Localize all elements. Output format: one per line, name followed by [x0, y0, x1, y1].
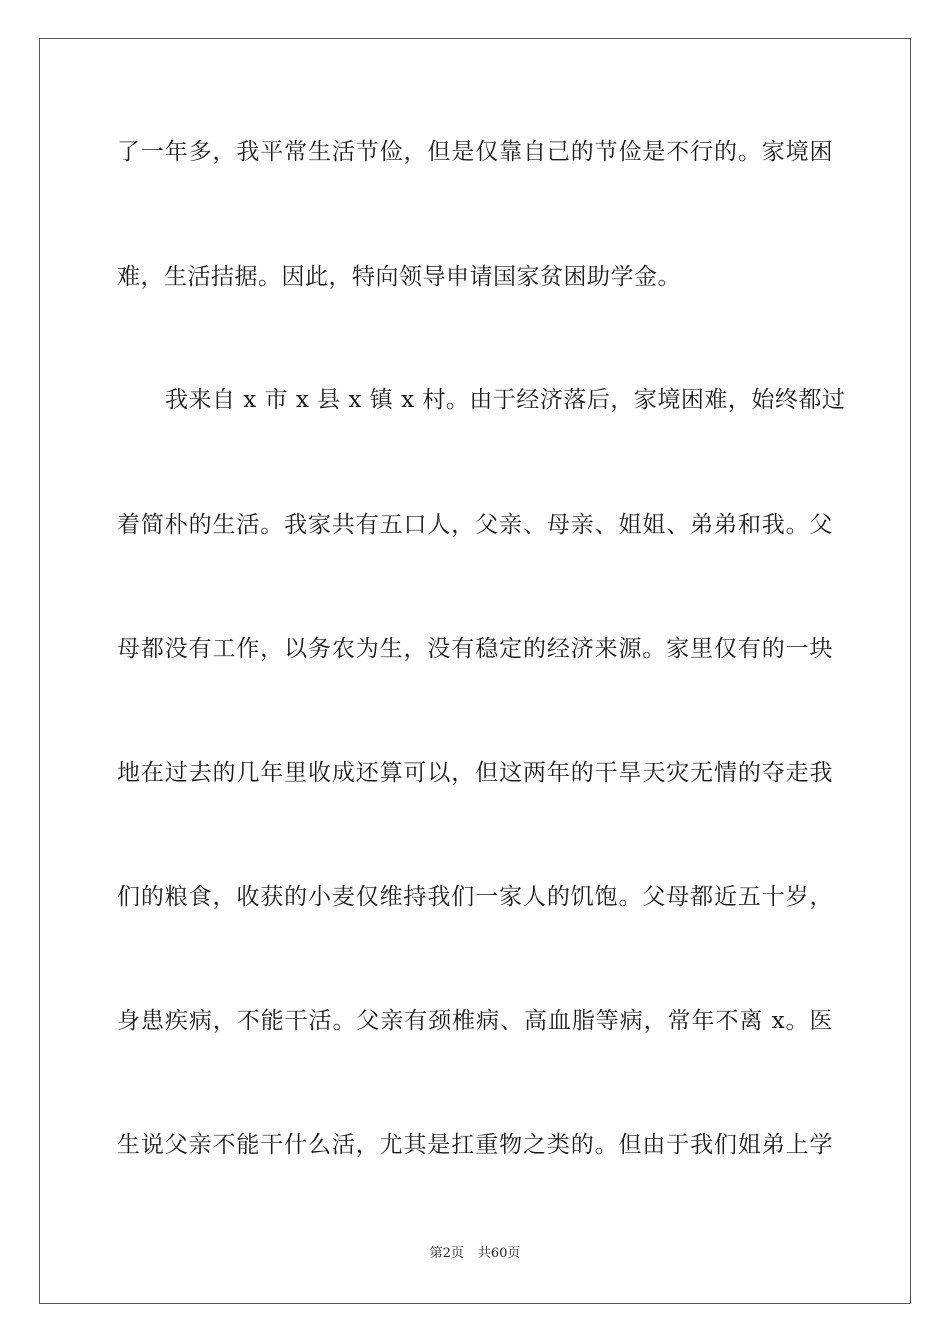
page-border [39, 38, 911, 1304]
text-line-1: 了一年多，我平常生活节俭，但是仅靠自己的节俭是不行的。家境困 [117, 139, 833, 165]
text-line-6: 地在过去的几年里收成还算可以，但这两年的干旱天灾无情的夺走我 [117, 760, 833, 786]
page-footer [0, 1245, 950, 1263]
page-total: 共60页 [477, 1246, 521, 1261]
text-line-4: 着简朴的生活。我家共有五口人，父亲、母亲、姐姐、弟弟和我。父 [117, 512, 833, 538]
text-line-8: 身患疾病，不能干活。父亲有颈椎病、高血脂等病，常年不离 x。医 [117, 1008, 833, 1034]
text-line-2: 难，生活拮据。因此，特向领导申请国家贫困助学金。 [117, 264, 681, 290]
text-line-9: 生说父亲不能干什么活，尤其是扛重物之类的。但由于我们姐弟上学 [117, 1132, 833, 1158]
text-line-3: 我来自 x 市 x 县 x 镇 x 村。由于经济落后，家境困难，始终都过 [165, 387, 846, 413]
page-number: 第2页 [429, 1246, 464, 1261]
text-line-7: 们的粮食，收获的小麦仅维持我们一家人的饥饱。父母都近五十岁， [117, 884, 833, 910]
text-line-5: 母都没有工作，以务农为生，没有稳定的经济来源。家里仅有的一块 [117, 636, 833, 662]
